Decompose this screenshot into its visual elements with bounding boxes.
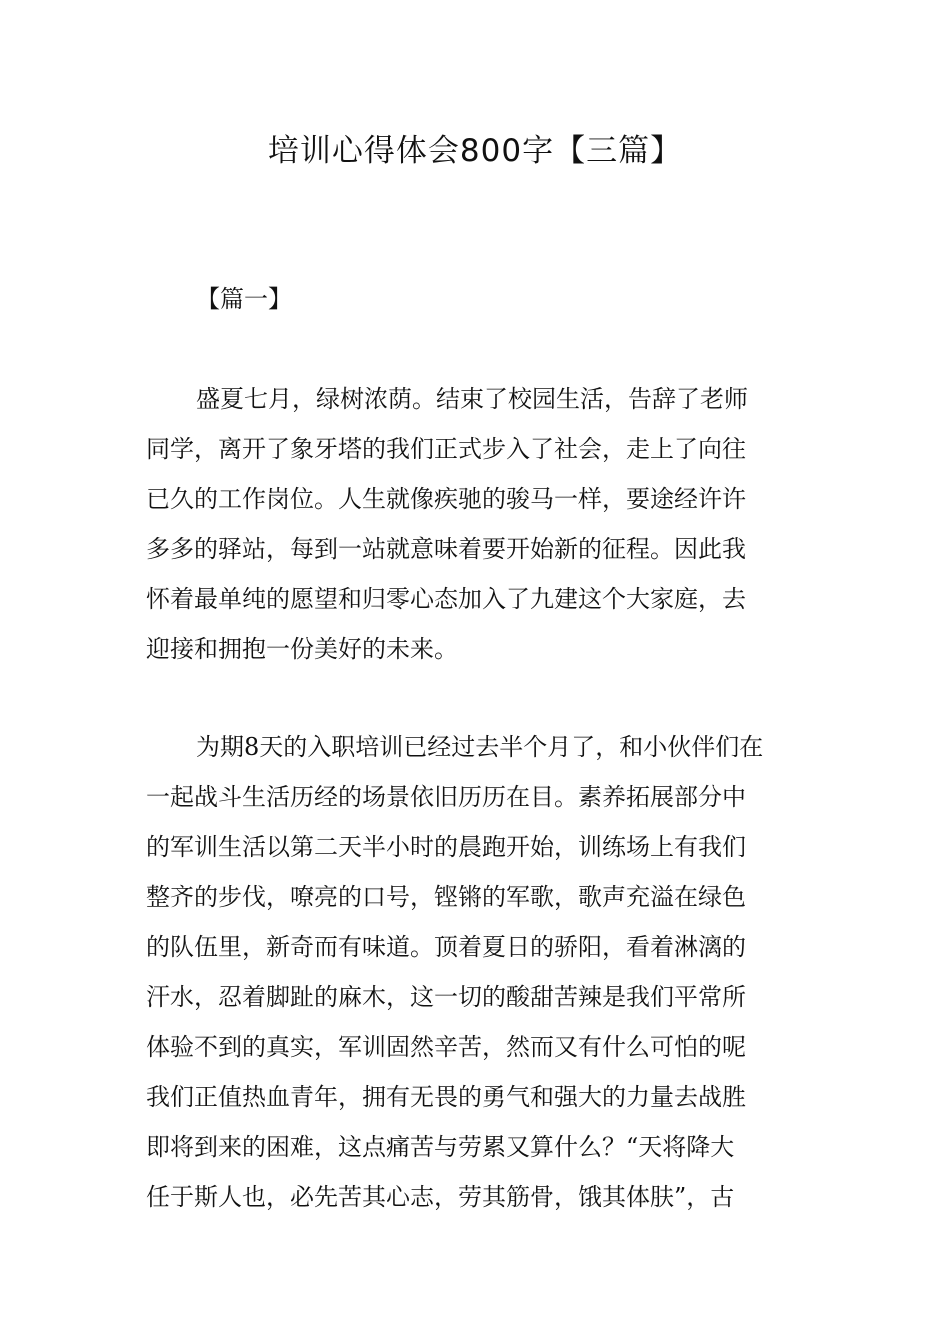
- paragraph-line: 同学，离开了象牙塔的我们正式步入了社会，走上了向往: [146, 435, 746, 463]
- paragraph-line: 已久的工作岗位。人生就像疾驰的骏马一样，要途经许许: [146, 485, 746, 513]
- paragraph-line: 体验不到的真实，军训固然辛苦，然而又有什么可怕的呢: [146, 1033, 746, 1061]
- paragraph-line: 为期8天的入职培训已经过去半个月了，和小伙伴们在: [196, 733, 764, 761]
- paragraph-line: 任于斯人也，必先苦其心志，劳其筋骨，饿其体肤”，古: [146, 1183, 735, 1211]
- paragraph-line: 怀着最单纯的愿望和归零心态加入了九建这个大家庭，去: [146, 585, 746, 613]
- paragraph-line: 迎接和拥抱一份美好的未来。: [146, 635, 458, 663]
- paragraph-line: 一起战斗生活历经的场景依旧历历在目。素养拓展部分中: [146, 783, 746, 811]
- paragraph-1: [146, 374, 748, 674]
- paragraph-line: 的队伍里，新奇而有味道。顶着夏日的骄阳，看着淋漓的: [146, 933, 746, 961]
- paragraph-line: 的军训生活以第二天半小时的晨跑开始，训练场上有我们: [146, 833, 746, 861]
- section-label: 【篇一】: [196, 285, 292, 313]
- paragraph-line: 整齐的步伐，嘹亮的口号，铿锵的军歌，歌声充溢在绿色: [146, 883, 746, 911]
- paragraph-2: [146, 722, 763, 1222]
- paragraph-line: 盛夏七月，绿树浓荫。结束了校园生活，告辞了老师: [196, 385, 748, 413]
- document-title: 培训心得体会800字【三篇】: [267, 133, 683, 169]
- paragraph-line: 汗水，忍着脚趾的麻木，这一切的酸甜苦辣是我们平常所: [146, 983, 746, 1011]
- paragraph-line: 即将到来的困难，这点痛苦与劳累又算什么？“天将降大: [146, 1133, 735, 1161]
- paragraph-line: 我们正值热血青年，拥有无畏的勇气和强大的力量去战胜: [146, 1083, 746, 1111]
- paragraph-line: 多多的驿站，每到一站就意味着要开始新的征程。因此我: [146, 535, 746, 563]
